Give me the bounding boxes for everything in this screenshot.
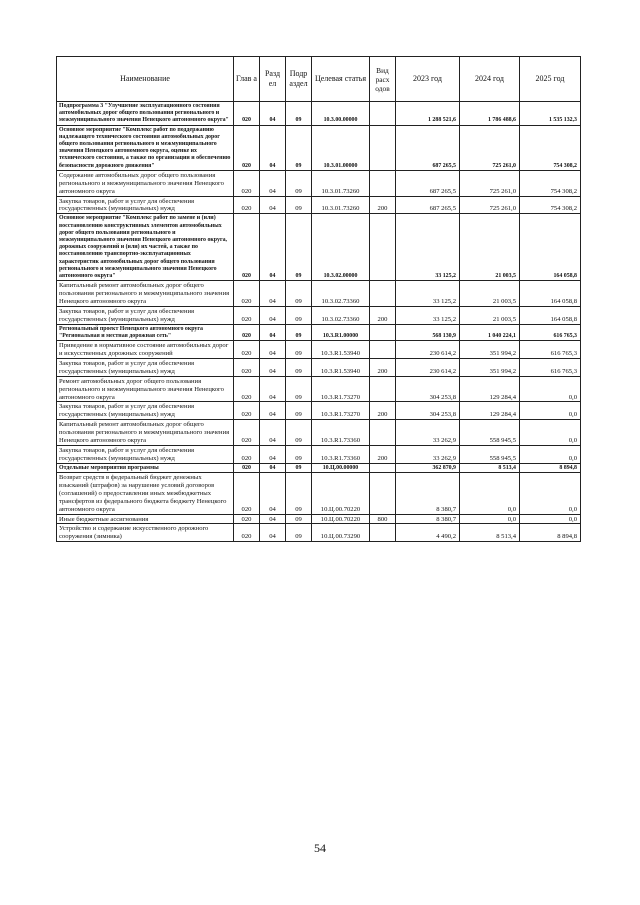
cell-2023: 33 125,2 [396,306,460,324]
cell-razdel: 04 [260,214,286,281]
cell-2023: 362 870,9 [396,463,460,472]
cell-razdel: 04 [260,524,286,542]
cell-razdel: 04 [260,514,286,524]
cell-2024: 558 945,5 [460,420,520,446]
cell-name: Закупка товаров, работ и услуг для обеспечения государственных (муниципальных) нужд [57,196,234,214]
cell-razdel: 04 [260,170,286,196]
cell-vid: 200 [370,446,396,464]
cell-vid [370,341,396,359]
cell-vid [370,463,396,472]
cell-razdel: 04 [260,420,286,446]
cell-name: Содержание автомобильных дорог общего пользования регионального и межмуниципального значения Ненецкого автономного округа [57,170,234,196]
cell-name: Иные бюджетные ассигнования [57,514,234,524]
cell-glava: 020 [234,196,260,214]
table-row [57,170,581,196]
cell-glava: 020 [234,473,260,515]
cell-statya: 10.3.01.73260 [312,170,370,196]
cell-vid [370,324,396,340]
cell-razdel: 04 [260,446,286,464]
cell-glava: 020 [234,125,260,170]
cell-2025: 164 058,8 [520,214,581,281]
table-row [57,358,581,376]
table-row [57,524,581,542]
cell-2023: 1 288 521,6 [396,102,460,126]
cell-name: Приведение в нормативное состояние автомобильных дорог и искусственных дорожных сооружений [57,341,234,359]
cell-2025: 1 535 132,3 [520,102,581,126]
cell-name: Капитальный ремонт автомобильных дорог общего пользования регионального и межмуниципального значения Ненецкого автономного округа [57,281,234,307]
header-glava: Глав а [234,57,260,102]
cell-statya: 10.3.R1.53940 [312,358,370,376]
cell-2023: 304 253,8 [396,402,460,420]
cell-2023: 33 125,2 [396,214,460,281]
cell-name: Капитальный ремонт автомобильных дорог общего пользования регионального и межмуниципального значения Ненецкого автономного округа [57,420,234,446]
cell-podrazdel: 09 [286,420,312,446]
cell-razdel: 04 [260,358,286,376]
cell-2025: 164 058,8 [520,306,581,324]
cell-2023: 568 130,9 [396,324,460,340]
cell-razdel: 04 [260,376,286,402]
table-header-row [57,57,581,102]
cell-name: Закупка товаров, работ и услуг для обеспечения государственных (муниципальных) нужд [57,306,234,324]
cell-glava: 020 [234,102,260,126]
cell-glava: 020 [234,514,260,524]
cell-2025: 8 894,8 [520,463,581,472]
header-razdel: Разд ел [260,57,286,102]
table-row [57,102,581,126]
cell-podrazdel: 09 [286,125,312,170]
cell-name: Региональный проект Ненецкого автономного округа "Региональная и местная дорожная сеть" [57,324,234,340]
cell-2024: 8 513,4 [460,463,520,472]
cell-podrazdel: 09 [286,524,312,542]
page-number: 54 [314,841,326,855]
cell-vid [370,214,396,281]
cell-razdel: 04 [260,463,286,472]
cell-vid [370,376,396,402]
cell-podrazdel: 09 [286,306,312,324]
cell-2024: 8 513,4 [460,524,520,542]
cell-razdel: 04 [260,402,286,420]
cell-podrazdel: 09 [286,324,312,340]
cell-statya: 10.3.02.73360 [312,306,370,324]
cell-name: Возврат средств в федеральный бюджет денежных взысканий (штрафов) за нарушение условий договоров (соглашений) о предоставлении иных межбюджетных трансфертов из федерального бюджета бюджету Ненецкого автономного округа [57,473,234,515]
table-row [57,420,581,446]
table-row [57,446,581,464]
cell-razdel: 04 [260,306,286,324]
header-name: Наименование [57,57,234,102]
header-vid: Вид расх одов [370,57,396,102]
cell-2024: 725 261,0 [460,125,520,170]
header-2023: 2023 год [396,57,460,102]
cell-podrazdel: 09 [286,170,312,196]
cell-name: Закупка товаров, работ и услуг для обеспечения государственных (муниципальных) нужд [57,446,234,464]
header-2024: 2024 год [460,57,520,102]
cell-podrazdel: 09 [286,281,312,307]
cell-name: Основное мероприятие "Комплекс работ по поддержанию надлежащего технического состояния автомобильных дорог общего пользования регионального и межмуниципального значения Ненецкого автономного округа, оценке их технического состояния, а также по организации и обеспечению безопасности дорожного движения" [57,125,234,170]
cell-name: Закупка товаров, работ и услуг для обеспечения государственных (муниципальных) нужд [57,358,234,376]
cell-2024: 0,0 [460,473,520,515]
cell-razdel: 04 [260,196,286,214]
cell-glava: 020 [234,446,260,464]
cell-2024: 0,0 [460,514,520,524]
cell-vid [370,524,396,542]
table-row [57,463,581,472]
cell-statya: 10.Ц.00.70220 [312,473,370,515]
cell-statya: 10.3.R1.73360 [312,446,370,464]
cell-2023: 8 380,7 [396,514,460,524]
cell-2025: 754 308,2 [520,170,581,196]
cell-2024: 1 786 488,6 [460,102,520,126]
cell-razdel: 04 [260,473,286,515]
header-podrazdel: Подр аздел [286,57,312,102]
cell-glava: 020 [234,324,260,340]
table-row [57,473,581,515]
cell-2023: 230 614,2 [396,341,460,359]
budget-table-container [56,56,580,542]
cell-statya: 10.3.01.73260 [312,196,370,214]
table-row [57,402,581,420]
cell-2025: 0,0 [520,376,581,402]
cell-name: Основное мероприятие "Комплекс работ по замене и (или) восстановлению конструктивных элементов автомобильных дорог общего пользования регионального и межмуниципального значения Ненецкого автономного округа, дорожных сооружений и (или) их частей, а также по восстановлению транспортно-эксплуатационных характеристик автомобильных дорог общего пользования регионального и межмуниципального значения Ненецкого автономного округа" [57,214,234,281]
cell-statya: 10.3.R1.73360 [312,420,370,446]
table-row [57,306,581,324]
cell-2023: 33 125,2 [396,281,460,307]
table-row [57,281,581,307]
cell-2024: 725 261,0 [460,170,520,196]
cell-2023: 33 262,9 [396,420,460,446]
cell-2024: 21 003,5 [460,214,520,281]
table-row [57,324,581,340]
table-row [57,376,581,402]
cell-glava: 020 [234,214,260,281]
cell-razdel: 04 [260,341,286,359]
table-row [57,514,581,524]
cell-vid [370,170,396,196]
budget-table [56,56,581,542]
cell-podrazdel: 09 [286,102,312,126]
cell-podrazdel: 09 [286,376,312,402]
cell-glava: 020 [234,376,260,402]
cell-podrazdel: 09 [286,214,312,281]
cell-2025: 0,0 [520,402,581,420]
cell-glava: 020 [234,281,260,307]
cell-glava: 020 [234,402,260,420]
cell-vid [370,125,396,170]
cell-2023: 33 262,9 [396,446,460,464]
table-row [57,214,581,281]
cell-2025: 164 058,8 [520,281,581,307]
cell-glava: 020 [234,463,260,472]
cell-2025: 616 765,3 [520,358,581,376]
cell-vid [370,281,396,307]
cell-2024: 21 003,5 [460,306,520,324]
cell-vid [370,102,396,126]
cell-2023: 8 380,7 [396,473,460,515]
cell-2024: 129 284,4 [460,402,520,420]
cell-2023: 687 265,5 [396,196,460,214]
cell-2023: 687 265,5 [396,125,460,170]
cell-statya: 10.3.02.73360 [312,281,370,307]
cell-2025: 0,0 [520,514,581,524]
cell-podrazdel: 09 [286,446,312,464]
cell-2025: 0,0 [520,420,581,446]
cell-name: Устройство и содержание искусственного дорожного сооружения (зимника) [57,524,234,542]
cell-name: Отдельные мероприятия программы [57,463,234,472]
table-row [57,125,581,170]
cell-2025: 754 308,2 [520,125,581,170]
cell-2024: 351 994,2 [460,358,520,376]
cell-2025: 0,0 [520,473,581,515]
cell-2024: 725 261,0 [460,196,520,214]
cell-podrazdel: 09 [286,341,312,359]
cell-podrazdel: 09 [286,196,312,214]
cell-vid: 200 [370,306,396,324]
cell-podrazdel: 09 [286,358,312,376]
cell-statya: 10.Ц.00.70220 [312,514,370,524]
cell-statya: 10.3.R1.53940 [312,341,370,359]
cell-glava: 020 [234,358,260,376]
cell-razdel: 04 [260,324,286,340]
header-statya: Целевая статья [312,57,370,102]
cell-vid: 200 [370,402,396,420]
header-2025: 2025 год [520,57,581,102]
cell-2024: 1 040 224,1 [460,324,520,340]
table-row [57,196,581,214]
table-row [57,341,581,359]
cell-2025: 0,0 [520,446,581,464]
cell-vid: 200 [370,196,396,214]
cell-vid: 200 [370,358,396,376]
cell-statya: 10.3.R1.73270 [312,376,370,402]
cell-razdel: 04 [260,102,286,126]
cell-podrazdel: 09 [286,463,312,472]
cell-statya: 10.3.R1.00000 [312,324,370,340]
cell-glava: 020 [234,306,260,324]
cell-2024: 351 994,2 [460,341,520,359]
cell-statya: 10.Ц.00.73290 [312,524,370,542]
cell-2025: 616 765,3 [520,324,581,340]
cell-2024: 129 284,4 [460,376,520,402]
cell-2024: 21 003,5 [460,281,520,307]
cell-statya: 10.Ц.00.00000 [312,463,370,472]
cell-name: Ремонт автомобильных дорог общего пользования регионального и межмуниципального значения Ненецкого автономного округа [57,376,234,402]
cell-2023: 687 265,5 [396,170,460,196]
cell-glava: 020 [234,420,260,446]
cell-2024: 558 945,5 [460,446,520,464]
cell-statya: 10.3.01.00000 [312,125,370,170]
cell-2025: 616 765,3 [520,341,581,359]
cell-podrazdel: 09 [286,402,312,420]
cell-vid [370,420,396,446]
cell-glava: 020 [234,341,260,359]
cell-2023: 230 614,2 [396,358,460,376]
cell-razdel: 04 [260,281,286,307]
cell-statya: 10.3.02.00000 [312,214,370,281]
cell-2023: 4 490,2 [396,524,460,542]
cell-statya: 10.3.R1.73270 [312,402,370,420]
cell-vid [370,473,396,515]
table-body [57,102,581,542]
cell-glava: 020 [234,524,260,542]
cell-name: Подпрограмма 3 "Улучшение эксплуатационного состояния автомобильных дорог общего пользования регионального и межмуниципального значения Ненецкого автономного округа" [57,102,234,126]
cell-glava: 020 [234,170,260,196]
cell-2025: 754 308,2 [520,196,581,214]
cell-podrazdel: 09 [286,473,312,515]
cell-razdel: 04 [260,125,286,170]
cell-vid: 800 [370,514,396,524]
cell-2025: 8 894,8 [520,524,581,542]
cell-name: Закупка товаров, работ и услуг для обеспечения государственных (муниципальных) нужд [57,402,234,420]
cell-podrazdel: 09 [286,514,312,524]
cell-2023: 304 253,8 [396,376,460,402]
cell-statya: 10.3.00.00000 [312,102,370,126]
